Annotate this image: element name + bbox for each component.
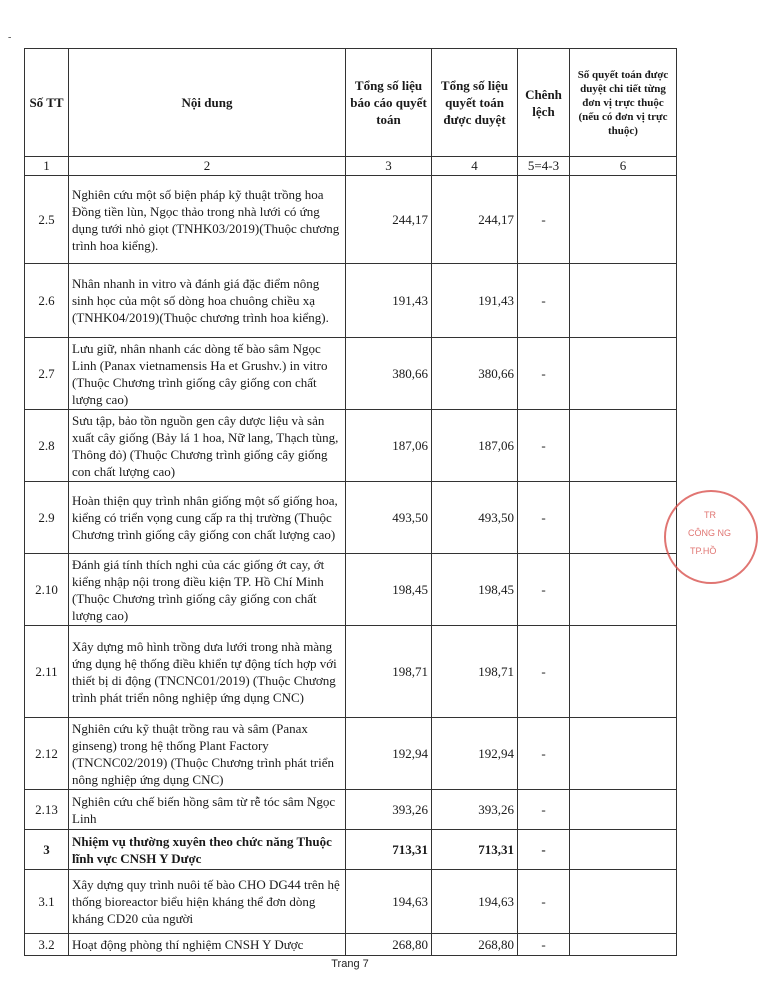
reported-value: 191,43 — [346, 264, 432, 338]
reported-value: 713,31 — [346, 830, 432, 870]
table-row — [25, 410, 677, 482]
row-number: 2.13 — [25, 790, 69, 830]
index-cell: 5=4-3 — [518, 157, 570, 176]
header-approved-total: Tổng số liệu quyết toán được duyệt — [432, 49, 518, 157]
header-reported-total: Tổng số liệu báo cáo quyết toán — [346, 49, 432, 157]
reported-value: 393,26 — [346, 790, 432, 830]
row-content: Sưu tập, bảo tồn nguồn gen cây dược liệu và sản xuất cây giống (Bảy lá 1 hoa, Nữ lang, Thạch tùng, Thông đỏ) (Thuộc Chương trình giống cây giống con chất lượng cao) — [69, 410, 346, 482]
reported-value: 244,17 — [346, 176, 432, 264]
approved-value: 194,63 — [432, 870, 518, 934]
row-number: 2.10 — [25, 554, 69, 626]
unit-detail-value — [570, 264, 677, 338]
table-row — [25, 482, 677, 554]
row-content: Đánh giá tính thích nghi của các giống ớt cay, ớt kiểng nhập nội trong điều kiện TP. Hồ Chí Minh (Thuộc Chương trình giống cây giống con chất lượng cao) — [69, 554, 346, 626]
row-number: 2.8 — [25, 410, 69, 482]
table-row — [25, 338, 677, 410]
unit-detail-value — [570, 870, 677, 934]
unit-detail-value — [570, 934, 677, 956]
unit-detail-value — [570, 626, 677, 718]
header-difference: Chênh lệch — [518, 49, 570, 157]
table-row — [25, 554, 677, 626]
header-unit-detail: Số quyết toán được duyệt chi tiết từng đơn vị trực thuộc (nếu có đơn vị trực thuộc) — [570, 49, 677, 157]
index-cell: 3 — [346, 157, 432, 176]
unit-detail-value — [570, 338, 677, 410]
unit-detail-value — [570, 790, 677, 830]
unit-detail-value — [570, 830, 677, 870]
approved-value: 187,06 — [432, 410, 518, 482]
approved-value: 268,80 — [432, 934, 518, 956]
reported-value: 198,45 — [346, 554, 432, 626]
table-row — [25, 934, 677, 956]
difference-value: - — [518, 482, 570, 554]
difference-value: - — [518, 870, 570, 934]
unit-detail-value — [570, 718, 677, 790]
row-number: 3.2 — [25, 934, 69, 956]
row-content: Hoạt động phòng thí nghiệm CNSH Y Dược — [69, 934, 346, 956]
official-stamp — [664, 490, 758, 584]
row-content: Nhân nhanh in vitro và đánh giá đặc điểm nông sinh học của một số dòng hoa chuông chiều xạ (TNHK04/2019)(Thuộc chương trình hoa kiểng). — [69, 264, 346, 338]
row-number: 2.7 — [25, 338, 69, 410]
approved-value: 198,45 — [432, 554, 518, 626]
table-row — [25, 718, 677, 790]
reported-value: 194,63 — [346, 870, 432, 934]
table-row — [25, 870, 677, 934]
reported-value: 187,06 — [346, 410, 432, 482]
table-header-row — [25, 49, 677, 157]
reported-value: 493,50 — [346, 482, 432, 554]
approved-value: 244,17 — [432, 176, 518, 264]
stamp-text: TR — [704, 510, 716, 520]
unit-detail-value — [570, 176, 677, 264]
difference-value: - — [518, 626, 570, 718]
row-content: Nghiên cứu kỹ thuật trồng rau và sâm (Panax ginseng) trong hệ thống Plant Factory (TNCNC02/2019) (Thuộc Chương trình phát triển nông nghiệp ứng dụng CNC) — [69, 718, 346, 790]
unit-detail-value — [570, 554, 677, 626]
reported-value: 192,94 — [346, 718, 432, 790]
row-content: Hoàn thiện quy trình nhân giống một số giống hoa, kiểng có triển vọng cung cấp ra thị trường (Thuộc Chương trình giống cây giống con chất lượng cao) — [69, 482, 346, 554]
approved-value: 393,26 — [432, 790, 518, 830]
row-number: 2.9 — [25, 482, 69, 554]
index-cell: 6 — [570, 157, 677, 176]
row-number: 3.1 — [25, 870, 69, 934]
difference-value: - — [518, 264, 570, 338]
index-cell: 2 — [69, 157, 346, 176]
difference-value: - — [518, 718, 570, 790]
difference-value: - — [518, 338, 570, 410]
header-content: Nội dung — [69, 49, 346, 157]
approved-value: 198,71 — [432, 626, 518, 718]
approved-value: 493,50 — [432, 482, 518, 554]
reported-value: 198,71 — [346, 626, 432, 718]
approved-value: 191,43 — [432, 264, 518, 338]
approved-value: 192,94 — [432, 718, 518, 790]
table-row — [25, 264, 677, 338]
table-row — [25, 626, 677, 718]
reported-value: 268,80 — [346, 934, 432, 956]
stamp-text: TP.HỒ — [690, 546, 717, 556]
difference-value: - — [518, 176, 570, 264]
row-content: Nghiên cứu chế biến hồng sâm từ rễ tóc sâm Ngọc Linh — [69, 790, 346, 830]
table-row — [25, 830, 677, 870]
page-number: Trang 7 — [331, 958, 369, 970]
header-stt: Số TT — [25, 49, 69, 157]
table-row — [25, 176, 677, 264]
settlement-table — [24, 48, 677, 956]
top-margin-mark: - — [8, 32, 12, 43]
index-cell: 4 — [432, 157, 518, 176]
difference-value: - — [518, 934, 570, 956]
table-row — [25, 790, 677, 830]
row-content: Lưu giữ, nhân nhanh các dòng tế bào sâm Ngọc Linh (Panax vietnamensis Ha et Grushv.) in vitro (Thuộc Chương trình giống cây giống con chất lượng cao) — [69, 338, 346, 410]
difference-value: - — [518, 790, 570, 830]
row-number: 2.12 — [25, 718, 69, 790]
unit-detail-value — [570, 482, 677, 554]
difference-value: - — [518, 830, 570, 870]
difference-value: - — [518, 554, 570, 626]
row-content: Nghiên cứu một số biện pháp kỹ thuật trồng hoa Đồng tiền lùn, Ngọc thảo trong nhà lưới có ứng dụng tưới nhỏ giọt (TNHK03/2019)(Thuộc chương trình hoa kiểng). — [69, 176, 346, 264]
unit-detail-value — [570, 410, 677, 482]
approved-value: 713,31 — [432, 830, 518, 870]
stamp-text: CÔNG NG — [688, 528, 732, 538]
row-number: 2.6 — [25, 264, 69, 338]
row-content: Xây dựng mô hình trồng dưa lưới trong nhà màng ứng dụng hệ thống điều khiển tự động tích hợp với thiết bị di động (TNCNC01/2019) (Thuộc Chương trình phát triển nông nghiệp ứng dụng CNC) — [69, 626, 346, 718]
row-number: 2.5 — [25, 176, 69, 264]
row-content: Nhiệm vụ thường xuyên theo chức năng Thuộc lĩnh vực CNSH Y Dược — [69, 830, 346, 870]
column-index-row — [25, 157, 677, 176]
row-number: 2.11 — [25, 626, 69, 718]
difference-value: - — [518, 410, 570, 482]
reported-value: 380,66 — [346, 338, 432, 410]
index-cell: 1 — [25, 157, 69, 176]
row-number: 3 — [25, 830, 69, 870]
approved-value: 380,66 — [432, 338, 518, 410]
row-content: Xây dựng quy trình nuôi tế bào CHO DG44 trên hệ thống bioreactor biểu hiện kháng thể đơn dòng kháng CD20 của người — [69, 870, 346, 934]
